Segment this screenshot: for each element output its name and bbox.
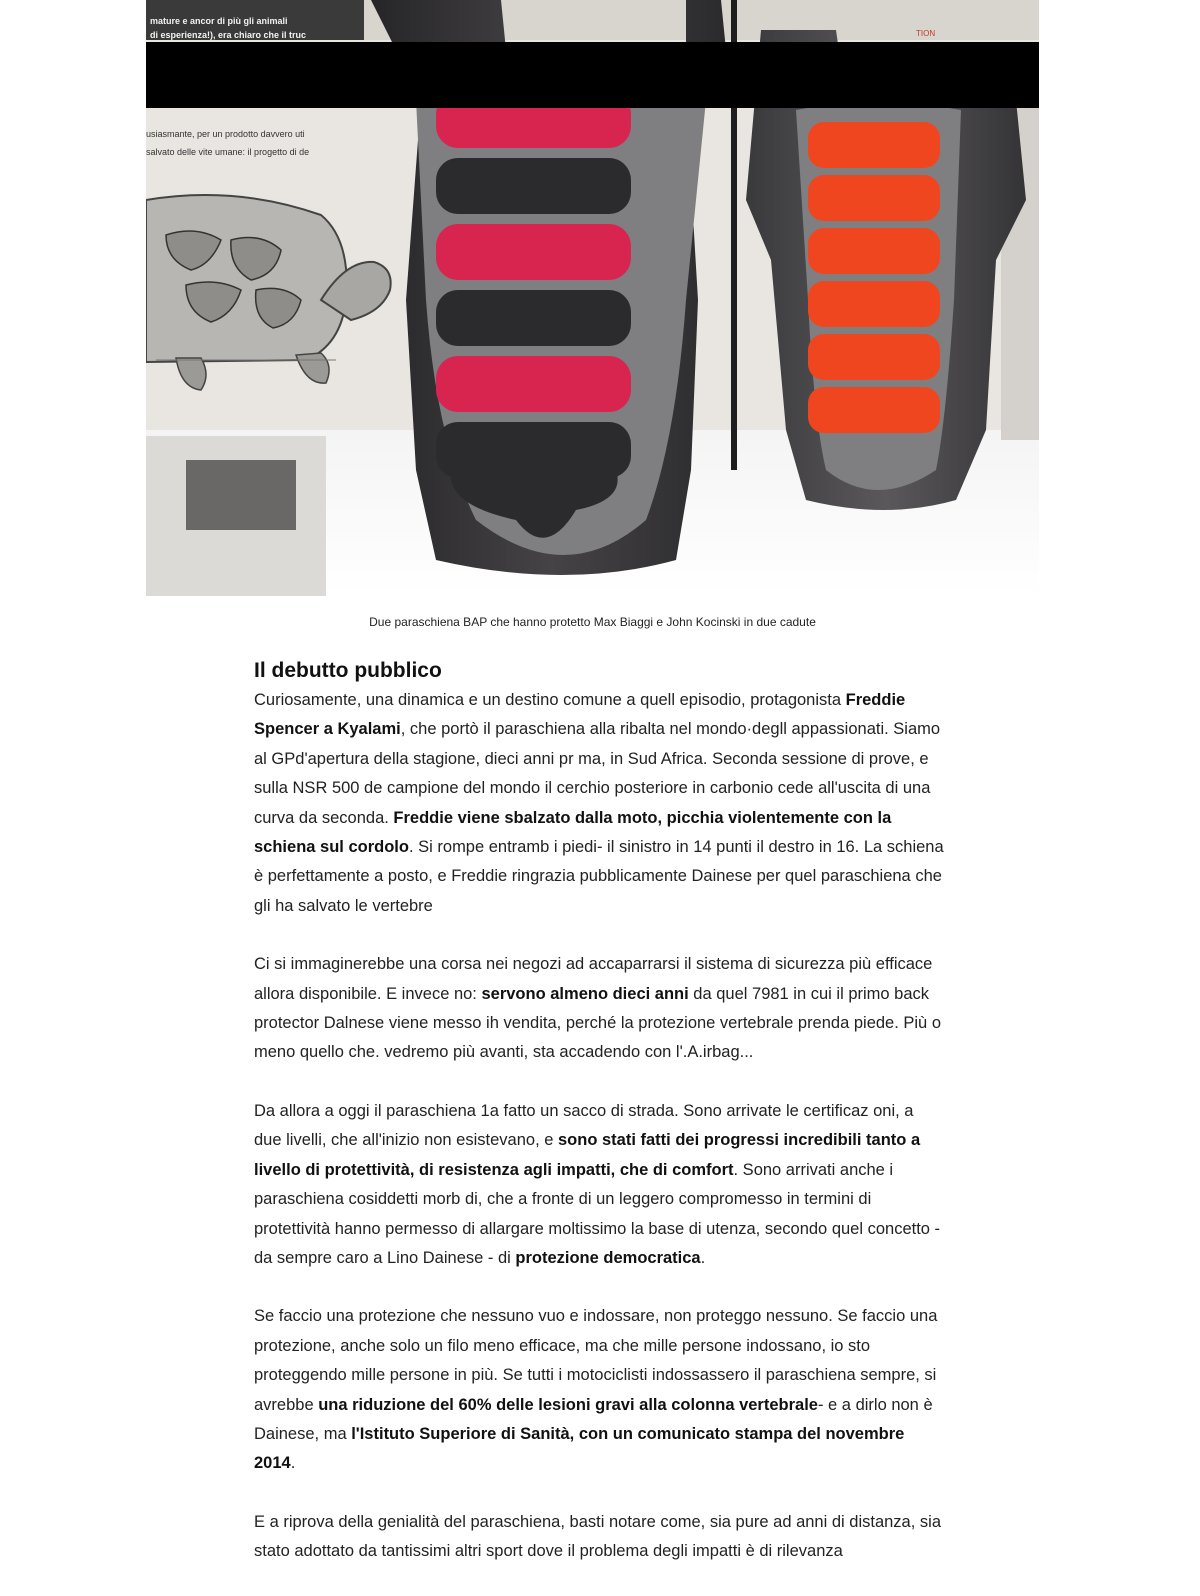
paragraph-4 <box>254 1302 944 1478</box>
figure-caption: Due paraschiena BAP che hanno protetto Max Biaggi e John Kocinski in due cadute <box>369 615 816 629</box>
back-protectors-image <box>146 0 1039 596</box>
protector-pad <box>436 356 631 412</box>
bold-text-run: Freddie Spencer a Kyalami <box>254 691 906 739</box>
protector-pad <box>808 387 940 433</box>
paragraph-5 <box>254 1508 944 1567</box>
text-run: Ci si immaginerebbe una corsa nei negozi ad accaparrarsi il sistema di sicurezza più efficace allora disponibile. E invece no: <box>254 955 933 1003</box>
text-run: Se faccio una protezione che nessuno vuo e indossare, non proteggo nessuno. Se faccio una protezione, anche solo un filo meno efficace, ma che mille persone indossano, io sto proteggendo mille persone in più. Se tutti i motociclisti indossassero il paraschiena sempre, si avrebbe <box>254 1307 938 1414</box>
protector-pad <box>436 158 631 214</box>
paragraph-3 <box>254 1097 944 1273</box>
text-run: Da allora a oggi il paraschiena 1a fatto un sacco di strada. Sono arrivate le certificaz oni, a due livelli, che all'inizio non esistevano, e <box>254 1101 914 1150</box>
text-run: , che portò il paraschiena alla ribalta nel mondo·degll appassionati. Siamo al GPd'apertura della stagione, dieci anni pr ma, in Sud Africa. Seconda sessione di prove, e sulla NSR 500 de campione del mondo il cerchio posteriore in carbonio cede all'uscita di una curva da seconda. <box>254 720 941 827</box>
protector-pad <box>808 334 940 380</box>
wall-text-1: mature e ancor di più gli animali <box>150 16 288 26</box>
bold-text-run: l'Istituto Superiore di Sanità, con un comunicato stampa del novembre 2014 <box>254 1424 905 1473</box>
text-run: da quel 7981 in cui il primo back protector Dalnese viene messo ih vendita, perché la protezione vertebrale prenda piede. Più o meno quello che. vedremo più avanti, sta accadendo con l'.A.irbag... <box>254 984 941 1062</box>
bold-text-run: sono stati fatti dei progressi incredibili tanto a livello di protettività, di resistenza agli impatti, che di comfort <box>254 1131 921 1179</box>
protector-pad <box>436 224 631 280</box>
text-run: Curiosamente, una dinamica e un destino comune a quell episodio, protagonista <box>254 691 846 709</box>
text-run: E a riprova della genialità del paraschiena, basti notare come, sia pure ad anni di distanza, sia stato adottato da tantissimi altri sport dove il problema degli impatti è di rilevanza <box>254 1512 941 1561</box>
protector-pad <box>808 175 940 221</box>
wall-text-4: salvato delle vite umane: il progetto di de <box>146 147 310 157</box>
black-bar <box>146 42 1039 108</box>
text-run: . <box>290 1454 296 1473</box>
text-run: . <box>700 1248 706 1267</box>
section-heading: Il debutto pubblico <box>254 659 442 682</box>
text-run: . Sono arrivati anche i paraschiena cosiddetti morb di, che a fronte di un leggero compromesso in termini di protettività hanno permesso di allargare moltissimo la base di utenza, secondo quel concetto - da sempre caro a Lino Dainese - di <box>254 1160 941 1267</box>
wall-text-5: TION <box>916 29 936 38</box>
wall-text-2: di esperienza!), era chiaro che il truc <box>150 30 307 40</box>
protector-pad <box>436 290 631 346</box>
wall-text-3: usiasmante, per un prodotto davvero uti <box>146 129 305 139</box>
text-run: - e a dirlo non è Dainese, ma <box>254 1395 933 1443</box>
bold-text-run: una riduzione del 60% delle lesioni gravi alla colonna vertebrale <box>318 1395 818 1414</box>
article-body <box>254 656 944 1596</box>
protector-pad <box>808 281 940 327</box>
paragraph-1 <box>254 686 944 921</box>
bold-text-run: protezione democratica <box>515 1248 701 1267</box>
protector-pad <box>808 228 940 274</box>
bold-text-run: servono almeno dieci anni <box>481 984 689 1003</box>
paragraph-2 <box>254 950 944 1068</box>
bold-text-run: Freddie viene sbalzato dalla moto, picchia violentemente con la schiena sul cordolo <box>254 808 892 857</box>
protector-pad <box>808 122 940 168</box>
article-photo <box>146 0 1039 596</box>
text-run: . Si rompe entramb i piedi- il sinistro in 14 punti il destro in 16. La schiena è perfettamente a posto, e Freddie ringrazia pubblicamente Dainese per quel paraschiena che gli ha salvato le vertebre <box>254 838 944 915</box>
